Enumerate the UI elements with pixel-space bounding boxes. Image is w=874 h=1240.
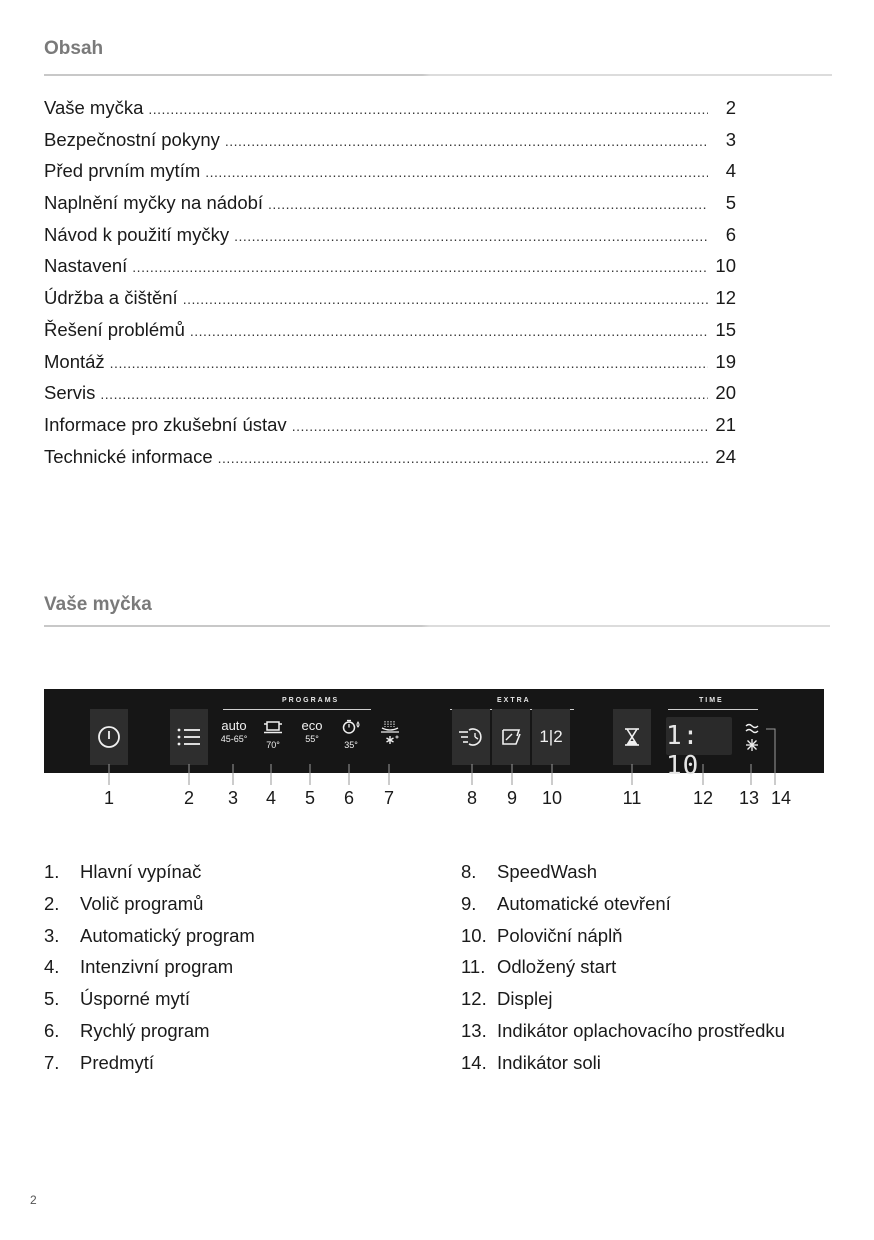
toc-entry-title: Vaše myčka [44, 97, 144, 118]
callout-number: 12 [692, 788, 714, 808]
legend-number: 5. [44, 988, 60, 1010]
toc-entry-page: 5 [725, 192, 736, 214]
toc-entry-title: Údržba a čištění [44, 287, 178, 309]
legend-item [461, 860, 598, 892]
legend-item [461, 1019, 785, 1051]
callout-number: 2 [183, 788, 195, 808]
legend-text: Intenzivní program [80, 956, 234, 978]
legend-number: 2. [44, 892, 60, 914]
toc-entry-page: 21 [715, 413, 736, 435]
legend-number: 12. [461, 988, 487, 1010]
callout-number: 4 [265, 788, 277, 808]
toc-entry-title: Servis [44, 382, 96, 404]
toc-entry-page: 24 [715, 445, 736, 467]
legend-item [44, 987, 191, 1019]
legend-text: Hlavní vypínač [80, 861, 202, 882]
legend-item [44, 860, 202, 892]
callout-number: 11 [622, 788, 642, 808]
legend-number: 7. [44, 1051, 60, 1073]
legend-number: 6. [44, 1020, 60, 1041]
page-number: 2 [30, 1193, 37, 1207]
toc-entry-page: 4 [725, 160, 736, 182]
toc-entry-page: 2 [725, 97, 736, 118]
program-eco-name: eco [301, 718, 323, 733]
toc-entry-title: Naplnění myčky na nádobí [44, 192, 264, 214]
time-display-value: 1: 10 [666, 721, 700, 781]
toc-entry-page: 12 [715, 287, 736, 309]
legend-text: Automatické otevření [497, 892, 671, 914]
legend-item [44, 1019, 210, 1051]
group-label-programs: PROGRAMS [282, 697, 340, 704]
callout-number: 8 [466, 788, 478, 808]
callout-number: 3 [227, 788, 239, 808]
toc-entry-title: Informace pro zkušební ústav [44, 413, 287, 435]
program-quick-temp: 35° [344, 740, 358, 750]
legend-item [461, 924, 623, 956]
legend-item [44, 892, 204, 924]
toc-entry-title: Bezpečnostní pokyny [44, 128, 220, 150]
half-load-label: 1|2 [539, 727, 563, 746]
legend-text: Odložený start [497, 956, 617, 978]
legend-number: 4. [44, 956, 60, 978]
toc-entry-title: Montáž [44, 350, 105, 372]
legend-text: Poloviční náplň [497, 924, 623, 946]
legend-item [44, 924, 255, 956]
legend-number: 13. [461, 1020, 487, 1041]
legend-number: 10. [461, 924, 487, 946]
callout-number: 6 [343, 788, 355, 808]
legend-number: 14. [461, 1051, 487, 1073]
legend-text: Volič programů [80, 892, 204, 914]
legend-item [461, 987, 553, 1019]
contents-heading: Obsah [44, 38, 104, 59]
toc-entry-page: 20 [715, 382, 736, 404]
legend-number: 3. [44, 924, 60, 946]
legend-item [461, 892, 671, 924]
legend-item [461, 955, 617, 987]
group-label-extra: EXTRA [497, 697, 531, 704]
toc-entry-title: Před prvním mytím [44, 160, 201, 182]
legend-number: 8. [461, 861, 477, 882]
program-auto-temp: 45-65° [220, 734, 248, 744]
toc-entry-page: 15 [715, 318, 736, 340]
toc-entry-title: Návod k použití myčky [44, 223, 230, 245]
toc-entry-page: 10 [715, 255, 736, 277]
legend-text: Displej [497, 988, 553, 1010]
toc-entry-page: 6 [725, 223, 736, 245]
legend-text: Predmytí [80, 1051, 155, 1073]
toc-entry-title: Řešení problémů [44, 318, 185, 340]
callout-number: 9 [506, 788, 518, 808]
program-eco-temp: 55° [305, 734, 319, 744]
callout-number: 14 [770, 788, 792, 808]
legend-text: Úsporné mytí [80, 988, 191, 1010]
legend-text: Indikátor oplachovacího prostředku [497, 1020, 785, 1041]
legend-number: 11. [461, 956, 486, 978]
dishwasher-heading: Vaše myčka [44, 594, 152, 615]
toc-entry-page: 19 [715, 350, 736, 372]
legend-text: Rychlý program [80, 1020, 210, 1041]
callout-number: 5 [304, 788, 316, 808]
callout-number: 7 [383, 788, 395, 808]
group-label-time: TIME [699, 697, 724, 704]
program-intensive-temp: 70° [266, 740, 280, 750]
legend-item [461, 1051, 601, 1083]
legend-text: Indikátor soli [497, 1051, 601, 1073]
legend-text: Automatický program [80, 924, 255, 946]
callout-number: 13 [738, 788, 760, 808]
legend-text: SpeedWash [497, 861, 598, 882]
toc-entry-title: Technické informace [44, 445, 213, 467]
program-auto-name: auto [221, 718, 247, 733]
legend-item [44, 1051, 155, 1083]
callout-number: 1 [103, 788, 115, 808]
toc-entry-page: 3 [725, 128, 736, 150]
legend-number: 1. [44, 861, 60, 882]
toc-entry-title: Nastavení [44, 255, 128, 277]
legend-item [44, 955, 234, 987]
legend-number: 9. [461, 892, 477, 914]
callout-number: 10 [541, 788, 563, 808]
